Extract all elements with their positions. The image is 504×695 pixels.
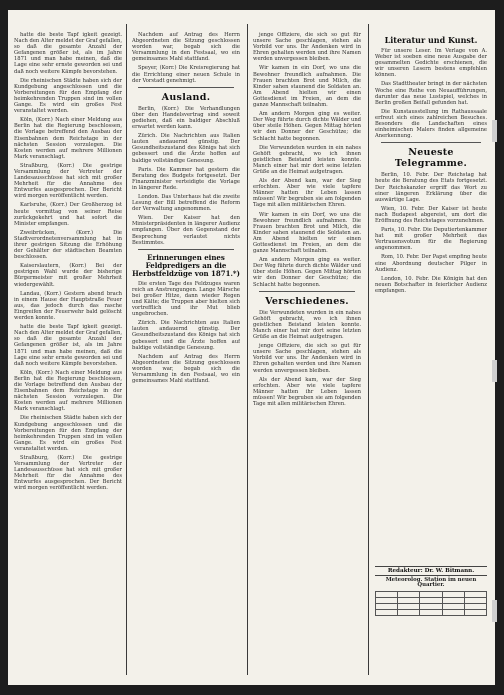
section-title-verschiedenes: Verschiedenes.: [265, 295, 349, 307]
paragraph: Köln, (Korr.) Nach einer Meldung aus Berlin hat die Regierung beschlossen, die Vorlage betreffend den Ausbau der Eisenbahnen dem Reichstage in der nächsten Session vorzulegen. Die Kosten werden auf mehrere Millionen Mark veranschlagt.: [14, 117, 122, 160]
paragraph: Paris, 10. Febr. Die Deputiertenkammer hat mit großer Mehrheit das Vertrauensvotum für die Regierung angenommen.: [375, 227, 487, 252]
paragraph: Für unsere Leser. Im Verlage von A. Weber ist soeben eine neue Ausgabe der gesammelten Gedichte erschienen, die wir unseren Lesern bestens empfehlen können.: [375, 48, 487, 79]
scan-edge-tab: [492, 120, 497, 142]
divider: [259, 291, 355, 292]
paragraph: Nachdem auf Antrag des Herrn Abgeordneten die Sitzung geschlossen worden war, begab sich die Versammlung in den Festsaal, wo ein gemeinsames Mahl stattfand.: [132, 32, 240, 63]
scan-edge-tab: [492, 600, 497, 622]
weather-title: Meteorolog. Station im neuen Quartier.: [385, 577, 477, 589]
column-1: [14, 32, 122, 667]
paragraph: Die Kunstausstellung im Rathaussaale erfreut sich eines zahlreichen Besuches. Besonders die Landschaften eines einheimischen Malers finden allgemeine Anerkennung.: [375, 108, 487, 140]
column-rule: [126, 24, 127, 675]
paragraph: Das Stadttheater bringt in der nächsten Woche eine Reihe von Neuaufführungen, darunter das neue Lustspiel, welches in Berlin großen Beifall gefunden hat.: [375, 81, 487, 106]
paragraph: Berlin, 10. Febr. Der Reichstag hat heute die Beratung des Etats fortgesetzt. Der Reichskanzler ergriff das Wort zu einer längeren Erklärung über die auswärtige Lage.: [375, 172, 487, 203]
paragraph: Nachdem auf Antrag des Herrn Abgeordneten die Sitzung geschlossen worden war, begab sich die Versammlung in den Festsaal, wo ein gemeinsames Mahl stattfand.: [132, 353, 240, 385]
column-2: [132, 32, 240, 667]
paragraph: Karlsruhe, (Korr.) Der Großherzog ist heute vormittag von seiner Reise zurückgekehrt und hat sofort die Minister empfangen.: [14, 202, 122, 227]
paragraph: Speyer, (Korr.) Die Kreisregierung hat die Errichtung einer neuen Schule in der Vorstadt genehmigt.: [132, 65, 240, 84]
column-rule: [247, 24, 248, 675]
paragraph: jenge Offiziere, die sich so gut für unsere Sache geschlagen, stehen als Vorbild vor uns. Ihr Andenken wird in Ehren gehalten werden und ihre Namen werden unvergessen bleiben.: [253, 343, 361, 374]
paragraph: Am andern Morgen ging es weiter. Der Weg führte durch dichte Wälder und über steile Höhen. Gegen Mittag hörten wir den Donner der Geschütze; die Schlacht hatte begonnen.: [253, 111, 361, 142]
paragraph: Die Verwundeten wurden in ein nahes Gehöft gebracht, wo ich ihnen geistlichen Beistand leisten konnte. Manch einer hat mir dort seine letzten Grüße an die Heimat aufgetragen.: [253, 144, 361, 175]
scan-edge-tab: [492, 360, 497, 382]
newspaper-page: [8, 10, 495, 685]
paragraph: Als der Abend kam, war der Sieg erfochten. Aber wie viele tapfere Männer hatten ihr Leben lassen müssen! Wir begruben sie am folgenden Tage mit allen militärischen Ehren.: [253, 376, 361, 407]
column-3: [253, 32, 361, 667]
paragraph: Berlin, (Korr.) Die Verhandlungen über den Handelsvertrag sind soweit gediehen, daß ein baldiger Abschluß erwartet werden kann.: [132, 105, 240, 131]
weather-table: [375, 591, 487, 616]
paragraph: Zürich. Die Nachrichten aus Italien lauten andauernd günstig. Der Gesundheitszustand des Königs hat sich gebessert und die Ärzte hoffen auf baldige vollständige Genesung.: [132, 133, 240, 164]
column-rule: [368, 24, 369, 675]
paragraph: Rom, 10. Febr. Der Papst empfing heute eine Abordnung deutscher Pilger in Audienz.: [375, 254, 487, 273]
paragraph: Die rheinischen Städte haben sich der Kundgebung angeschlossen und die Vorbereitungen für den Empfang der heimkehrenden Truppen sind im vollen Gange. Es wird ein großes Fest veranstaltet werden.: [14, 415, 122, 452]
paragraph: jenge Offiziere, die sich so gut für unsere Sache geschlagen, stehen als Vorbild vor uns. Ihr Andenken wird in Ehren gehalten werden und ihre Namen werden unvergessen bleiben.: [253, 32, 361, 63]
paragraph: Als der Abend kam, war der Sieg erfochten. Aber wie viele tapfere Männer hatten ihr Leben lassen müssen! Wir begruben sie am folgenden Tage mit allen militärischen Ehren.: [253, 178, 361, 209]
paragraph: London, 10. Febr. Die Königin hat den neuen Botschafter in feierlicher Audienz empfangen.: [375, 275, 487, 294]
divider: [381, 142, 481, 143]
divider: [138, 249, 234, 250]
paragraph: Die rheinischen Städte haben sich der Kundgebung angeschlossen und die Vorbereitungen für den Empfang der heimkehrenden Truppen sind im vollen Gange. Es wird ein großes Fest veranstaltet werden.: [14, 77, 122, 115]
paragraph: hatte die beste Tapf igkeit gezeigt. Nach den Alter meldet der Graf gefallen, so daß die gesamte Anzahl der Gefangenen größer ist, als im Jahre 1871 und man habe meinen, daß die Lage eine sehr ernste geworden sei und daß noch weitere Kämpfe bevorstehen.: [14, 32, 122, 75]
redaction-note: Redakteur: Dr. W. Bitmann.: [375, 566, 487, 576]
section-title-telegramme: Neueste Telegramme.: [394, 147, 468, 170]
paragraph: Zürich. Die Nachrichten aus Italien lauten andauernd günstig. Der Gesundheitszustand des Königs hat sich gebessert und die Ärzte hoffen auf baldige vollständige Genesung.: [132, 320, 240, 351]
paragraph: Kaiserslautern, (Korr.) Bei der gestrigen Wahl wurde der bisherige Bürgermeister mit großer Mehrheit wiedergewählt.: [14, 263, 122, 288]
paragraph: Wir kamen in ein Dorf, wo uns die Bewohner freundlich aufnahmen. Die Frauen brachten Brot und Milch, die Kinder sahen staunend die Soldaten an. Am Abend hielten wir einen Gottesdienst im Freien, an dem die ganze Mannschaft teilnahm.: [253, 211, 361, 255]
paragraph: Die Verwundeten wurden in ein nahes Gehöft gebracht, wo ich ihnen geistlichen Beistand leisten konnte. Manch einer hat mir dort seine letzten Grüße an die Heimat aufgetragen.: [253, 309, 361, 341]
paragraph: Wien. Der Kaiser hat den Ministerpräsidenten in längerer Audienz empfangen. Über den Gegenstand der Besprechung verlautet nichts Bestimmtes.: [132, 215, 240, 246]
article-title-erinnerungen: Erinnerungen eines Feldpredigers an die Herbstfeldzüge von 1871.*): [132, 252, 240, 278]
paragraph: Straßburg, (Korr.) Die gestrige Versammlung der Vertreter der Landesausschüsse hat sich mit großer Mehrheit für die Annahme des Entwurfes ausgesprochen. Der Bericht wird morgen veröffentlicht werden.: [14, 455, 122, 492]
paragraph: London. Das Unterhaus hat die zweite Lesung der Bill betreffend die Reform der Verwaltung angenommen.: [132, 193, 240, 213]
paragraph: Wir kamen in ein Dorf, wo uns die Bewohner freundlich aufnahmen. Die Frauen brachten Brot und Milch, die Kinder sahen staunend die Soldaten an. Am Abend hielten wir einen Gottesdienst im Freien, an dem die ganze Mannschaft teilnahm.: [253, 65, 361, 109]
column-4: [375, 32, 487, 555]
paragraph: Am andern Morgen ging es weiter. Der Weg führte durch dichte Wälder und über steile Höhen. Gegen Mittag hörten wir den Donner der Geschütze; die Schlacht hatte begonnen.: [253, 257, 361, 288]
paragraph: Paris. Die Kammer hat gestern die Beratung des Budgets fortgesetzt. Der Finanzminister verteidigte die Vorlage in längerer Rede.: [132, 166, 240, 191]
paragraph: Straßburg, (Korr.) Die gestrige Versammlung der Vertreter der Landesausschüsse hat sich mit großer Mehrheit für die Annahme des Entwurfes ausgesprochen. Der Bericht wird morgen veröffentlicht werden.: [14, 162, 122, 200]
paragraph: Köln, (Korr.) Nach einer Meldung aus Berlin hat die Regierung beschlossen, die Vorlage betreffend den Ausbau der Eisenbahnen dem Reichstage in der nächsten Session vorzulegen. Die Kosten werden auf mehrere Millionen Mark veranschlagt.: [14, 369, 122, 413]
section-title-ausland: Ausland.: [161, 91, 211, 103]
weather-station-box: [375, 578, 487, 670]
paragraph: Die ersten Tage des Feldzuges waren reich an Anstrengungen. Lange Märsche bei großer Hitze, dann wieder Regen und Kälte; die Truppen aber hielten sich vortrefflich und ihr Mut blieb ungebrochen.: [132, 280, 240, 318]
paragraph: Landau, (Korr.) Gestern abend brach in einem Hause der Hauptstraße Feuer aus, das jedoch durch das rasche Eingreifen der Feuerwehr bald gelöscht werden konnte.: [14, 290, 122, 322]
section-title-literatur: Literatur und Kunst.: [384, 35, 478, 45]
paragraph: Zweibrücken, (Korr.) Die Stadtverordnetenversammlung hat in ihrer gestrigen Sitzung die Erhöhung der Gehälter der städtischen Beamten beschlossen.: [14, 229, 122, 261]
paragraph: Wien, 10. Febr. Der Kaiser ist heute nach Budapest abgereist, um dort die Eröffnung des Reichstages vorzunehmen.: [375, 205, 487, 224]
divider: [138, 87, 234, 88]
paragraph: hatte die beste Tapf igkeit gezeigt. Nach den Alter meldet der Graf gefallen, so daß die gesamte Anzahl der Gefangenen größer ist, als im Jahre 1871 und man habe meinen, daß die Lage eine sehr ernste geworden sei und daß noch weitere Kämpfe bevorstehen.: [14, 324, 122, 367]
